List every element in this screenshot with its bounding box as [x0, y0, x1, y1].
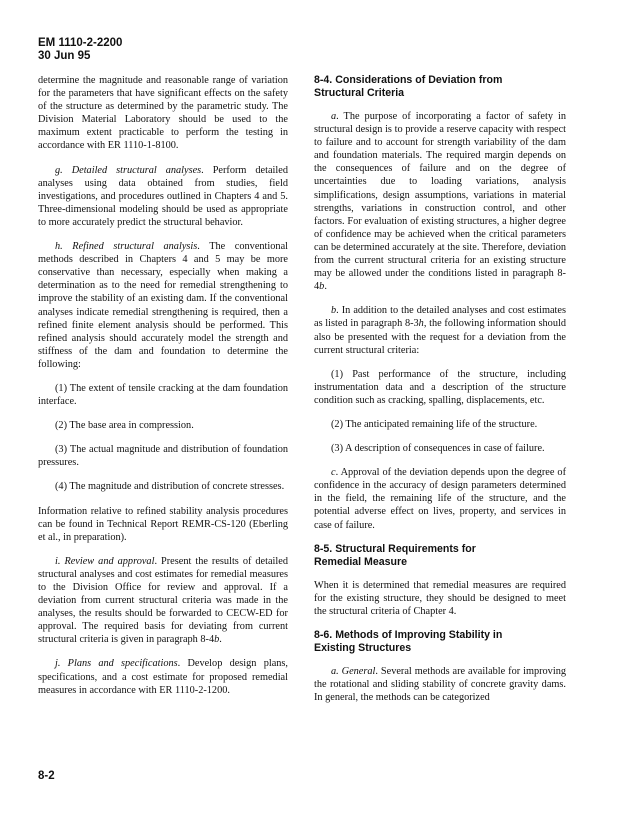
paragraph-8-5: When it is determined that remedial measures are required for the existing structure, they should be designed to meet the structural criteria of Chapter 4.	[314, 579, 566, 617]
paragraph-8-4-b	[314, 304, 566, 356]
list-item-r2: (2) The anticipated remaining life of the structure.	[331, 418, 538, 430]
paragraph-g-label: g. Detailed structural analyses	[55, 164, 202, 176]
paragraph-8-6-a-label: a. General	[331, 665, 376, 677]
list-item-r1: (1) Past performance of the structure, including instrumentation data and a description of the structure condition such as cracking, spalling, displacements, etc.	[314, 368, 566, 406]
left-column	[38, 74, 288, 708]
page-number: 8-2	[38, 770, 55, 782]
list-item-2: (2) The base area in compression.	[55, 420, 194, 432]
paragraph-h	[38, 240, 288, 371]
heading-8-5-line2: Remedial Measure	[314, 555, 408, 568]
paragraph-8-6-a	[314, 665, 566, 704]
paragraph-a-text: . The purpose of incorporating a factor of safety in structural design is to provide a reserve capacity with respect to failure and to account for strength variability of the dam and foundation materials. The required margin depends on the consequences of failure and on the degree of uncertainties due to loading variations, analysis simplifications, design assumptions, variations in material strengths, variations in construction control, and other factors. For evaluation of existing structures, a higher degree of confidence may be achieved when the critical parameters can be determined accurately at the site. Therefore, deviation from the current structural criteria for an existing structure may be allowed under the conditions listed in paragraph 8-4	[314, 111, 566, 293]
list-item-1: (1) The extent of tensile cracking at the dam foundation interface.	[38, 382, 288, 408]
paragraph-j	[38, 657, 288, 696]
section-heading-8-5	[314, 543, 566, 569]
paragraph-b-ref: h	[418, 318, 424, 330]
right-column	[314, 74, 566, 715]
paragraph-8-4-c	[314, 466, 566, 531]
list-item-4: (4) The magnitude and distribution of concrete stresses.	[55, 481, 285, 493]
paragraph-c-text: . Approval of the deviation depends upon the degree of confidence in the accuracy of design parameters determined in the field, the remaining life of the structure, and the potential adverse effect on lives, property, and services in case of failure.	[314, 467, 566, 531]
paragraph-c-label: c	[331, 467, 336, 479]
paragraph-8-6-a-text: . Several methods are available for improving the rotational and sliding stability of concrete gravity dams. In general, the methods can be categorized	[314, 665, 566, 704]
heading-8-6-line1: 8-6. Methods of Improving Stability in	[314, 628, 503, 641]
paragraph-info: Information relative to refined stability analysis procedures can be found in Technical Report REMR-CS-120 (Eberling et al., in preparation).	[38, 505, 288, 543]
heading-8-6-line2: Existing Structures	[314, 641, 412, 654]
list-item-r3: (3) A description of consequences in case of failure.	[331, 443, 545, 455]
heading-8-4-line2: Structural Criteria	[314, 87, 405, 99]
paragraph-j-text: . Develop design plans, specifications, and a cost estimate for proposed remedial measures in accordance with ER 1110-2-1200.	[38, 658, 288, 696]
paragraph-j-label: j. Plans and specifications	[55, 658, 178, 670]
heading-8-5-line1: 8-5. Structural Requirements for	[314, 542, 476, 555]
paragraph-a-ref: b	[319, 281, 325, 293]
heading-8-4-line1: 8-4. Considerations of Deviation from	[314, 74, 503, 86]
paragraph-h-text: . The conventional methods described in Chapters 4 and 5 may be more conservative than necessary, especially when making a determination as to the need for remedial strengthening to improve the stability of an existing dam. If the conventional analyses indicate remedial strengthening is required, then a refined finite element analysis should be performed. This refined analysis should accurately model the strength and stiffness of the dam and foundation to determine the following:	[38, 241, 288, 370]
paragraph-i-text: . Present the results of detailed structural analyses and cost estimates for remedial measures to the Division Office for review and approval. If a deviation from current structural criteria was made in the analyses, the results should be forwarded to CECW-ED for approval. The required basis for deviating from current structural criteria is given in paragraph 8-4	[38, 555, 288, 646]
paragraph-a-label: a	[331, 111, 337, 122]
paragraph-h-label: h. Refined structural analysis	[55, 241, 198, 253]
paragraph-a-end: .	[324, 281, 327, 293]
paragraph-8-4-a	[314, 110, 566, 293]
paragraph-g-text: . Perform detailed analyses using data obtained from studies, field investigations, and procedures outlined in Chapters 4 and 5. Three-dimensional modeling should be used as appropriate to more accurately predict the structural behavior.	[38, 164, 288, 228]
paragraph-i	[38, 555, 288, 647]
running-header	[38, 37, 122, 63]
paragraph-intro: determine the magnitude and reasonable range of variation for the parameters that have significant effects on the safety of the structure as determined by the parametric study. The Division Material Laboratory should be used to the maximum extent practicable to perform the testing in accordance with ER 1110-1-8100.	[38, 75, 288, 152]
list-item-3: (3) The actual magnitude and distribution of foundation pressures.	[38, 444, 288, 469]
paragraph-b-text1: . In addition to the detailed analyses and cost estimates as listed in paragraph 8-3	[314, 305, 566, 330]
doc-number: EM 1110-2-2200	[38, 37, 123, 49]
section-heading-8-4	[314, 74, 566, 100]
section-heading-8-6	[314, 629, 566, 655]
paragraph-g	[38, 164, 288, 229]
paragraph-i-ref: b	[214, 634, 220, 646]
doc-date: 30 Jun 95	[38, 50, 91, 62]
paragraph-b-text2: , the following information should also be presented with the request for a deviation from the current structural criteria:	[314, 318, 566, 356]
paragraph-b-label: b	[331, 305, 337, 317]
paragraph-i-label: i. Review and approval	[55, 555, 155, 567]
paragraph-i-end: .	[219, 634, 222, 646]
